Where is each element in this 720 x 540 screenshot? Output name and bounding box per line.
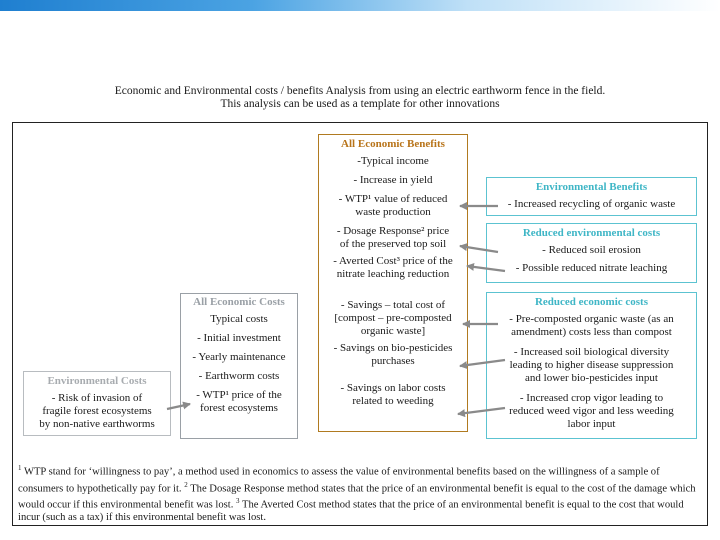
reduced-econ-cost-line: - Increased soil biological diversity [513,346,670,358]
cost-line: - WTP¹ price of the [196,389,282,401]
cost-line: - Earthworm costs [198,370,280,382]
benefit-line: - Dosage Response² price [336,225,450,237]
benefit-line: of the preserved top soil [339,238,447,250]
arrow-erosion-to-topsoil [460,246,498,252]
environmental-costs-header: Environmental Costs [47,375,147,387]
env-benefit-line: - Increased recycling of organic waste [507,198,676,210]
benefit-line: purchases [371,355,415,367]
reduced-env-cost-line: - Possible reduced nitrate leaching [515,262,668,274]
env-cost-line: fragile forest ecosystems [42,405,152,417]
benefit-line: - Averted Cost³ price of the [333,255,453,267]
arrow-biodiversity-to-biopesticides [460,360,505,366]
benefit-line: organic waste] [360,325,426,337]
benefit-line: - WTP¹ value of reduced [338,193,448,205]
title-line-1: Economic and Environmental costs / benefits Analysis from using an electric earthworm fence in the field. [114,85,606,97]
benefit-line: nitrate leaching reduction [336,268,450,280]
env-cost-line: - Risk of invasion of [51,392,143,404]
reduced-econ-cost-line: and lower bio-pesticides input [525,372,658,384]
footnote-marker-1: 1 [18,464,22,472]
env-cost-line: by non-native earthworms [39,418,155,430]
footnote-averted-cost: The Averted Cost method states that the price of an environmental benefit is equal to the cost that would incur (such as a tax) if this environmental benefit was lost. [18,500,684,524]
reduced-econ-cost-line: - Increased crop vigor leading to [519,392,664,404]
environmental-benefits-header: Environmental Benefits [535,181,648,193]
footnote-marker-3: 3 [236,497,240,506]
reduced-econ-cost-line: - Pre-composted organic waste (as an [509,313,674,325]
economic-benefits-header: All Economic Benefits [341,138,445,150]
footnote-wtp: WTP stand for ‘willingness to pay’, a method used in economics to assess the value of environmental benefits based on the willingness of a sample of consumers to hypothetically pay for it. [18,466,660,495]
footnotes [18,462,704,524]
reduced-env-cost-line: - Reduced soil erosion [542,244,641,256]
reduced-econ-cost-line: labor input [567,418,616,430]
cost-line: - Initial investment [197,332,281,344]
benefit-line: - Savings on labor costs [340,382,446,394]
arrow-envcosts-to-wtp [167,404,190,409]
reduced-environmental-costs-header: Reduced environmental costs [522,227,661,239]
arrow-nitrate-to-leaching [467,266,505,271]
cost-line: - Yearly maintenance [192,351,286,363]
title-line-2: This analysis can be used as a template for other innovations [220,98,500,110]
reduced-econ-cost-line: reduced weed vigor and less weeding [509,405,674,417]
arrow-vigor-to-labor [458,408,505,414]
reduced-economic-costs-header: Reduced economic costs [534,296,649,308]
benefit-line: - Savings – total cost of [340,299,446,311]
benefit-line: - Savings on bio-pesticides [333,342,453,354]
footnote-marker-2: 2 [184,480,188,489]
benefit-line: related to weeding [352,395,434,407]
economic-costs-header: All Economic Costs [193,296,285,308]
reduced-econ-cost-line: amendment) costs less than compost [511,326,672,338]
footnote-dosage-response: The Dosage Response method states that the price of an environmental benefit is equal to the cost of the damage which would occur if this environmental benefit was lost. [18,483,696,511]
benefit-line: [compost – pre-composted [334,312,452,324]
reduced-econ-cost-line: leading to higher disease suppression [509,359,674,371]
benefit-line: waste production [355,206,431,218]
cost-line: Typical costs [210,313,268,325]
cost-line: forest ecosystems [200,402,278,414]
benefit-line: - Increase in yield [353,174,433,186]
benefit-line: -Typical income [357,155,429,167]
